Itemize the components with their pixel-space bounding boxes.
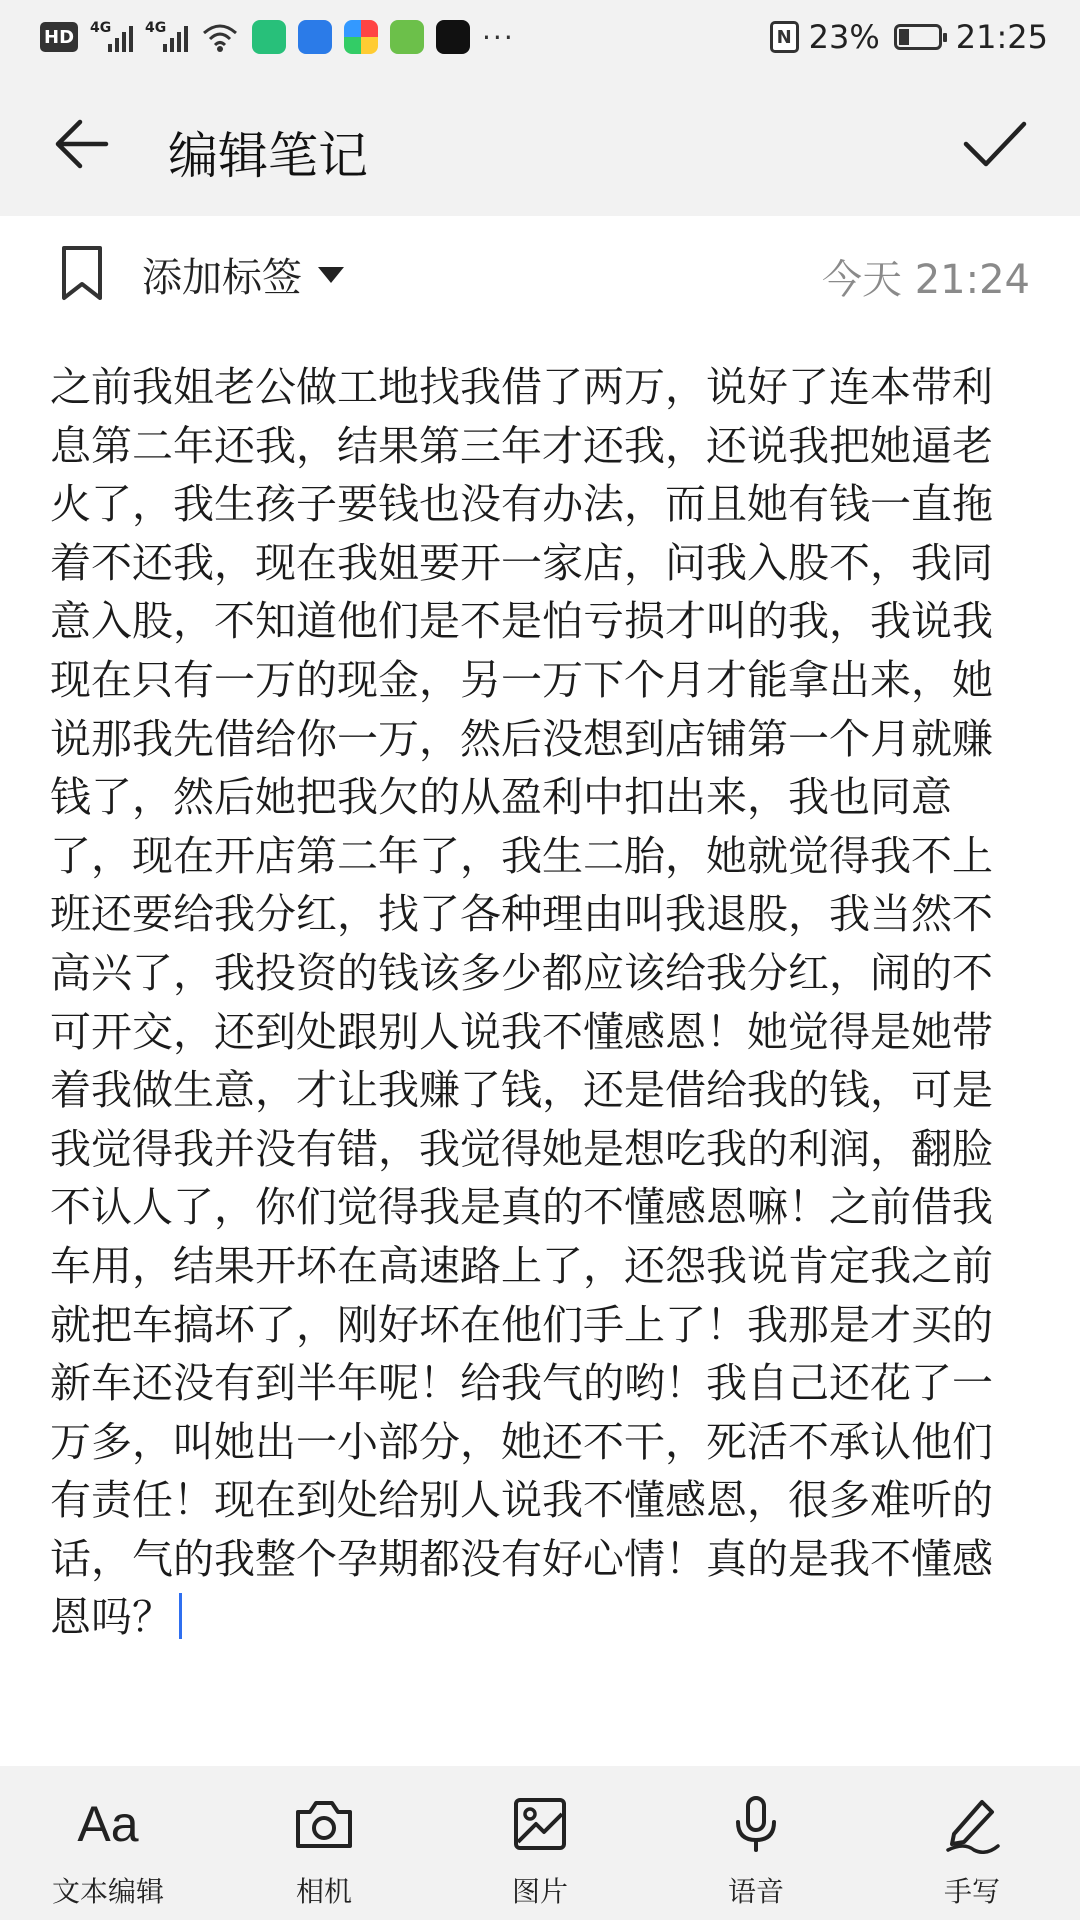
status-bar	[0, 0, 1080, 74]
image-button[interactable]	[432, 1766, 648, 1920]
signal-strength-icon	[90, 22, 133, 52]
app-notification-icon-2	[344, 20, 378, 54]
camera-label: 相机	[295, 1875, 352, 1908]
voice-button[interactable]	[648, 1766, 864, 1920]
nfc-icon: N	[770, 21, 799, 53]
app-notification-icon-1	[252, 20, 286, 54]
image-label: 图片	[511, 1875, 568, 1908]
title-bar	[0, 74, 1080, 216]
handwriting-pen-icon	[940, 1794, 1004, 1854]
text-edit-label: 文本编辑	[51, 1875, 164, 1908]
handwriting-label: 手写	[943, 1875, 1000, 1908]
text-format-icon: Aa	[77, 1796, 139, 1852]
app-notification-icon-3	[390, 20, 424, 54]
caret-down-icon	[318, 267, 344, 283]
page-title: 编辑笔记	[168, 127, 368, 185]
network-type-label: 4G	[90, 20, 112, 36]
status-left	[40, 20, 515, 54]
check-icon[interactable]	[960, 114, 1030, 174]
tiktok-icon	[436, 20, 470, 54]
more-notifications-icon: ···	[482, 20, 515, 54]
status-right	[770, 18, 1048, 56]
battery-percent: 23%	[808, 18, 880, 56]
signal-strength-icon-2	[145, 22, 188, 52]
camera-icon	[292, 1794, 356, 1854]
bookmark-icon[interactable]	[60, 244, 104, 302]
bottom-toolbar	[0, 1766, 1080, 1920]
text-cursor	[179, 1593, 182, 1639]
note-text-area[interactable]	[50, 358, 1000, 1647]
add-tag-dropdown[interactable]	[142, 246, 344, 303]
add-tag-label: 添加标签	[142, 255, 302, 301]
wifi-icon	[200, 21, 240, 53]
clock: 21:25	[955, 18, 1048, 56]
image-icon	[508, 1794, 572, 1854]
camera-button[interactable]	[216, 1766, 432, 1920]
note-body-text: 之前我姐老公做工地找我借了两万，说好了连本带利息第二年还我，结果第三年才还我，还说我把她逼老火了，我生孩子要钱也没有办法，而且她有钱一直拖着不还我，现在我姐要开一家店，问我入股不，我同意入股，不知道他们是不是怕亏损才叫的我，我说我现在只有一万的现金，另一万下个月才能拿出来，她说那我先借给你一万，然后没想到店铺第一个月就赚钱了，然后她把我欠的从盈利中扣出来，我也同意了，现在开店第二年了，我生二胎，她就觉得我不上班还要给我分红，找了各种理由叫我退股，我当然不高兴了，我投资的钱该多少都应该给我分红，闹的不可开交，还到处跟别人说我不懂感恩！她觉得是她带着我做生意，才让我赚了钱，还是借给我的钱，可是我觉得我并没有错，我觉得她是想吃我的利润，翻脸不认人了，你们觉得我是真的不懂感恩嘛！之前借我车用，结果开坏在高速路上了，还怨我说肯定我之前就把车搞坏了，刚好坏在他们手上了！我那是才买的新车还没有到半年呢！给我气的哟！我自己还花了一万多，叫她出一小部分，她还不干，死活不承认他们有责任！现在到处给别人说我不懂感恩，很多难听的话，气的我整个孕期都没有好心情！真的是我不懂感恩吗？	[50, 363, 993, 1642]
arrow-left-icon[interactable]	[52, 114, 112, 174]
battery-icon	[894, 24, 942, 50]
microphone-icon	[724, 1794, 788, 1854]
note-timestamp: 今天 21:24	[822, 257, 1030, 303]
voice-label: 语音	[727, 1875, 784, 1908]
note-meta-row	[0, 216, 1080, 346]
network-type-label-2: 4G	[145, 20, 167, 36]
shield-app-icon	[298, 20, 332, 54]
handwriting-button[interactable]	[864, 1766, 1080, 1920]
text-edit-button[interactable]	[0, 1766, 216, 1920]
hd-badge: HD	[40, 22, 78, 52]
